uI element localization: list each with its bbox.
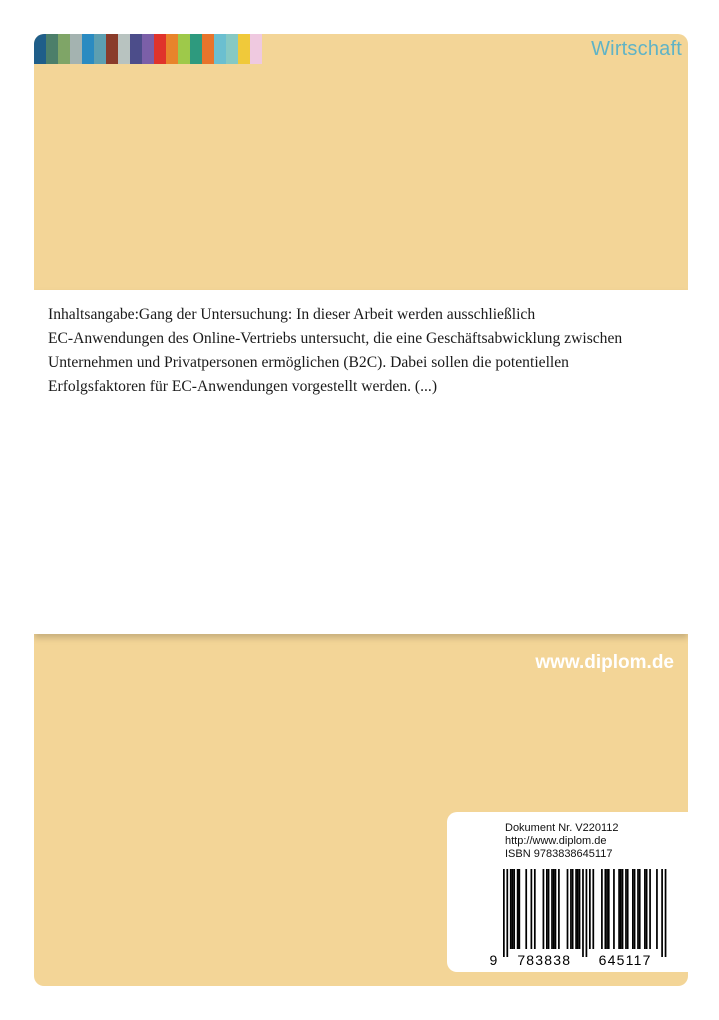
barcode-bar [558, 869, 560, 949]
color-stripe [178, 34, 190, 64]
description-panel [34, 290, 688, 634]
barcode-bar [534, 869, 536, 949]
barcode-bar [577, 869, 579, 949]
color-stripe [94, 34, 106, 64]
barcode-bar [622, 869, 624, 949]
barcode-digits: 645117 [598, 952, 652, 967]
barcode-bar [546, 869, 548, 949]
barcode-bar [649, 869, 651, 949]
color-stripe [250, 34, 262, 64]
barcode-bar [572, 869, 574, 949]
barcode-bar [625, 869, 627, 949]
color-stripe [46, 34, 58, 64]
barcode-bar [586, 869, 588, 957]
barcode-bar [517, 869, 519, 949]
description-line-4: Erfolgsfaktoren für EC-Anwendungen vorgestellt werden. (...) [48, 378, 438, 395]
barcode-bar [543, 869, 545, 949]
book-back-cover [34, 34, 688, 986]
barcode-bar [548, 869, 550, 949]
barcode-bar [601, 869, 603, 949]
color-stripe [226, 34, 238, 64]
barcode-bar [512, 869, 514, 949]
barcode-bar [518, 869, 520, 949]
publisher-website: www.diplom.de [535, 652, 674, 673]
color-stripe [106, 34, 118, 64]
description-text [34, 290, 688, 399]
color-stripe [82, 34, 94, 64]
barcode-bar [665, 869, 667, 957]
description-line-1: Inhaltsangabe:Gang der Untersuchung: In dieser Arbeit werden ausschließlich [48, 306, 536, 323]
barcode-bar [634, 869, 636, 949]
barcode-bar [570, 869, 572, 949]
barcode-bar [637, 869, 639, 949]
barcode-bar [620, 869, 622, 949]
color-stripe [166, 34, 178, 64]
barcode-bar [608, 869, 610, 949]
category-label: Wirtschaft [591, 38, 682, 60]
color-stripe [34, 34, 46, 64]
barcode-digits: 9 [489, 952, 499, 967]
barcode-bar [579, 869, 581, 949]
barcode-bar [592, 869, 594, 949]
barcode-bar [644, 869, 646, 949]
barcode-bar [503, 869, 505, 957]
barcode-bar [531, 869, 533, 949]
color-stripe [154, 34, 166, 64]
color-stripe [190, 34, 202, 64]
description-line-2: EC-Anwendungen des Online-Vertriebs untersucht, die eine Geschäftsabwicklung zwischen [48, 330, 623, 347]
barcode-bar [656, 869, 658, 949]
barcode-bar [606, 869, 608, 949]
isbn-barcode [489, 869, 673, 967]
color-stripe [70, 34, 82, 64]
color-stripe [202, 34, 214, 64]
barcode-bar [618, 869, 620, 949]
barcode-bar [661, 869, 663, 957]
color-stripe [238, 34, 250, 64]
barcode-bar [525, 869, 527, 949]
barcode-bar [513, 869, 515, 949]
color-stripe [130, 34, 142, 64]
document-url: http://www.diplom.de [505, 835, 607, 847]
barcode-digits: 783838 [517, 952, 572, 967]
barcode-bar [510, 869, 512, 949]
barcode-bar [553, 869, 555, 949]
document-number: Dokument Nr. V220112 [505, 822, 619, 834]
barcode-bar [646, 869, 648, 949]
barcode-panel [447, 812, 688, 972]
barcode-bar [632, 869, 634, 949]
barcode-bar [575, 869, 577, 949]
barcode-bar [567, 869, 569, 949]
barcode-bar [582, 869, 584, 957]
color-stripe [142, 34, 154, 64]
barcode-bar [555, 869, 557, 949]
color-stripe [214, 34, 226, 64]
isbn-text: ISBN 9783838645117 [505, 848, 613, 860]
barcode-bar [551, 869, 553, 949]
barcode-bar [613, 869, 615, 949]
color-stripe-bar [34, 34, 262, 64]
description-line-3: Unternehmen und Privatpersonen ermöglichen (B2C). Dabei sollen die potentiellen [48, 354, 569, 371]
color-stripe [118, 34, 130, 64]
barcode-bar [604, 869, 606, 949]
barcode-bar [589, 869, 591, 949]
color-stripe [58, 34, 70, 64]
barcode-bar [506, 869, 508, 957]
barcode-bar [639, 869, 641, 949]
barcode-bar [627, 869, 629, 949]
